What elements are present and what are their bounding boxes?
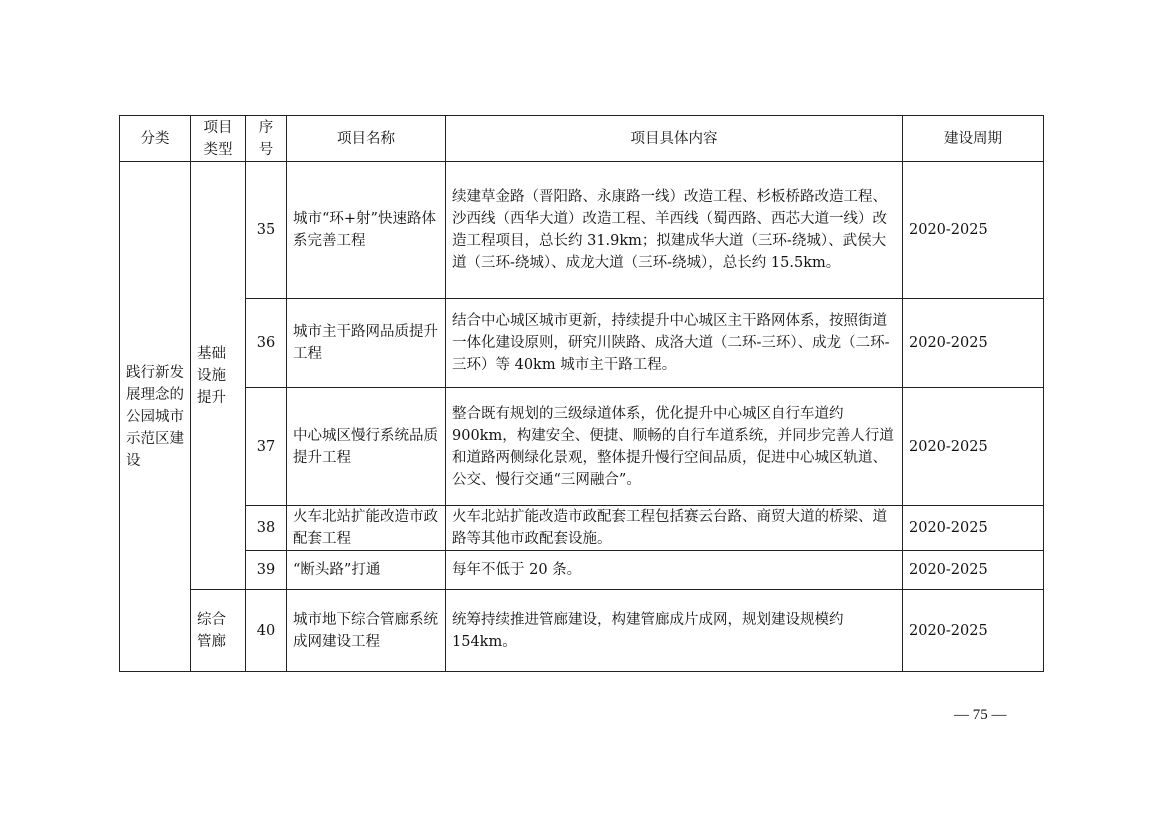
table-row <box>120 506 1044 551</box>
content-cell: 结合中心城区城市更新，持续提升中心城区主干路网体系，按照街道一体化建设原则，研究川陕路、成洛大道（二环-三环）、成龙（二环-三环）等 40km 城市主干路工程。 <box>446 299 903 388</box>
content-cell: 统筹持续推进管廊建设，构建管廊成片成网，规划建设规模约 154km。 <box>446 590 903 672</box>
project-table <box>119 115 1044 672</box>
name-cell: “断头路”打通 <box>287 551 446 590</box>
period-cell: 2020-2025 <box>903 590 1044 672</box>
seq-cell: 37 <box>246 388 287 506</box>
seq-cell: 35 <box>246 162 287 299</box>
name-cell: 火车北站扩能改造市政配套工程 <box>287 506 446 551</box>
period-cell: 2020-2025 <box>903 388 1044 506</box>
table-row <box>120 162 1044 299</box>
seq-cell: 40 <box>246 590 287 672</box>
category-cell: 践行新发展理念的公园城市示范区建设 <box>120 162 191 672</box>
period-cell: 2020-2025 <box>903 506 1044 551</box>
table-row <box>120 551 1044 590</box>
content-cell: 火车北站扩能改造市政配套工程包括赛云台路、商贸大道的桥梁、道路等其他市政配套设施。 <box>446 506 903 551</box>
header-period: 建设周期 <box>903 116 1044 162</box>
name-cell: 城市“环+射”快速路体系完善工程 <box>287 162 446 299</box>
name-cell: 城市主干路网品质提升工程 <box>287 299 446 388</box>
header-row <box>120 116 1044 162</box>
table-row <box>120 388 1044 506</box>
name-cell: 中心城区慢行系统品质提升工程 <box>287 388 446 506</box>
table-row <box>120 590 1044 672</box>
header-seq: 序号 <box>246 116 287 162</box>
table-row <box>120 299 1044 388</box>
page-number: — 75 — <box>954 707 1007 723</box>
content-cell: 每年不低于 20 条。 <box>446 551 903 590</box>
header-category: 分类 <box>120 116 191 162</box>
seq-cell: 38 <box>246 506 287 551</box>
header-name: 项目名称 <box>287 116 446 162</box>
seq-cell: 39 <box>246 551 287 590</box>
type-cell-pipe: 综合管廊 <box>191 590 246 672</box>
content-cell: 整合既有规划的三级绿道体系，优化提升中心城区自行车道约 900km，构建安全、便捷、顺畅的自行车道系统，并同步完善人行道和道路两侧绿化景观，整体提升慢行空间品质，促进中心城区轨道、公交、慢行交通“三网融合”。 <box>446 388 903 506</box>
period-cell: 2020-2025 <box>903 551 1044 590</box>
type-cell-infra: 基础设施提升 <box>191 162 246 590</box>
header-type: 项目类型 <box>191 116 246 162</box>
name-cell: 城市地下综合管廊系统成网建设工程 <box>287 590 446 672</box>
period-cell: 2020-2025 <box>903 299 1044 388</box>
content-cell: 续建草金路（晋阳路、永康路一线）改造工程、杉板桥路改造工程、沙西线（西华大道）改造工程、羊西线（蜀西路、西芯大道一线）改造工程项目，总长约 31.9km；拟建成华大道（三环-绕城）、武侯大道（三环-绕城）、成龙大道（三环-绕城），总长约 15.5km。 <box>446 162 903 299</box>
seq-cell: 36 <box>246 299 287 388</box>
header-content: 项目具体内容 <box>446 116 903 162</box>
period-cell: 2020-2025 <box>903 162 1044 299</box>
